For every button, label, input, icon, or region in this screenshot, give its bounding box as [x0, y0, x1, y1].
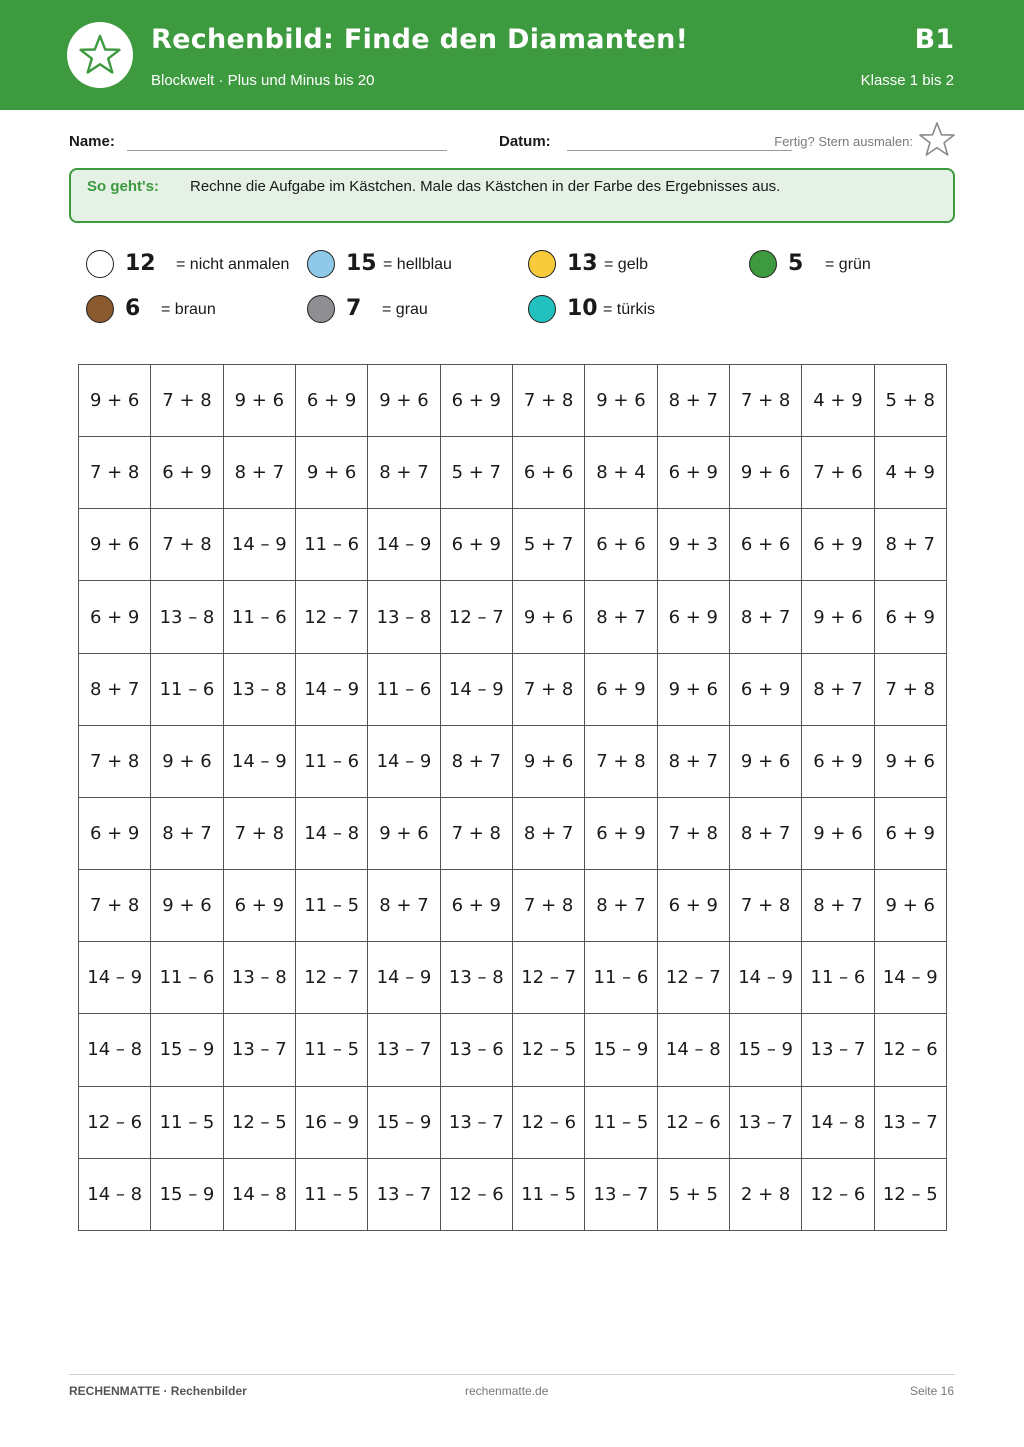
grid-cell[interactable]: 9 + 6: [729, 725, 801, 797]
grid-cell[interactable]: 12 – 7: [295, 581, 367, 653]
grid-cell[interactable]: 7 + 8: [729, 365, 801, 437]
grid-cell[interactable]: 6 + 9: [79, 581, 151, 653]
grid-cell[interactable]: 14 – 9: [440, 653, 512, 725]
grid-row: [79, 509, 947, 581]
grid-cell[interactable]: 11 – 5: [512, 1158, 584, 1230]
grid-cell[interactable]: 13 – 7: [223, 1014, 295, 1086]
grid-cell[interactable]: 8 + 7: [729, 797, 801, 869]
logo-badge: [67, 22, 133, 88]
grid-cell[interactable]: 7 + 8: [151, 365, 223, 437]
grid-cell[interactable]: 12 – 6: [440, 1158, 512, 1230]
grid-cell[interactable]: 14 – 9: [368, 509, 440, 581]
grid-cell[interactable]: 8 + 7: [585, 581, 657, 653]
grid-cell[interactable]: 13 – 7: [802, 1014, 874, 1086]
grid-cell[interactable]: 14 – 8: [295, 797, 367, 869]
grid-cell[interactable]: 6 + 9: [657, 870, 729, 942]
grid-row: [79, 1158, 947, 1230]
legend-value: 7: [346, 296, 362, 321]
name-label: Name:: [69, 133, 115, 150]
grid-cell[interactable]: 6 + 9: [802, 725, 874, 797]
grid-row: [79, 1014, 947, 1086]
grid-cell[interactable]: 8 + 7: [368, 437, 440, 509]
grid-cell[interactable]: 12 – 5: [512, 1014, 584, 1086]
grid-cell[interactable]: 5 + 8: [874, 365, 946, 437]
grid-cell[interactable]: 9 + 6: [802, 581, 874, 653]
grid-cell[interactable]: 9 + 6: [874, 870, 946, 942]
puzzle-grid: [78, 364, 947, 1231]
grid-cell[interactable]: 9 + 6: [368, 797, 440, 869]
grid-cell[interactable]: 15 – 9: [585, 1014, 657, 1086]
grid-cell[interactable]: 6 + 6: [585, 509, 657, 581]
grid-cell[interactable]: 5 + 7: [440, 437, 512, 509]
grid-cell[interactable]: 12 – 6: [802, 1158, 874, 1230]
legend-swatch: [307, 250, 335, 278]
grid-cell[interactable]: 14 – 8: [79, 1014, 151, 1086]
grid-cell[interactable]: 14 – 9: [223, 509, 295, 581]
grid-cell[interactable]: 12 – 7: [657, 942, 729, 1014]
grid-cell[interactable]: 8 + 7: [440, 725, 512, 797]
grid-cell[interactable]: 6 + 9: [79, 797, 151, 869]
legend-name: = grau: [382, 301, 428, 318]
grid-cell[interactable]: 12 – 6: [657, 1086, 729, 1158]
grid-cell[interactable]: 7 + 8: [874, 653, 946, 725]
grid-cell[interactable]: 7 + 8: [729, 870, 801, 942]
grid-cell[interactable]: 8 + 7: [729, 581, 801, 653]
grid-cell[interactable]: 13 – 7: [874, 1086, 946, 1158]
legend-value: 5: [788, 251, 804, 276]
done-text: Fertig? Stern ausmalen:: [774, 134, 913, 149]
grid-cell[interactable]: 2 + 8: [729, 1158, 801, 1230]
grid-cell[interactable]: 6 + 6: [729, 509, 801, 581]
grid-cell[interactable]: 6 + 9: [802, 509, 874, 581]
grid-cell[interactable]: 13 – 8: [223, 653, 295, 725]
instructions-text: Rechne die Aufgabe im Kästchen. Male das Kästchen in der Farbe des Ergebnisses aus.: [190, 178, 781, 195]
grid-cell[interactable]: 5 + 7: [512, 509, 584, 581]
grid-cell[interactable]: 8 + 7: [151, 797, 223, 869]
grid-cell[interactable]: 12 – 5: [874, 1158, 946, 1230]
grid-cell[interactable]: 11 – 6: [295, 725, 367, 797]
grid-cell[interactable]: 6 + 9: [657, 437, 729, 509]
grid-cell[interactable]: 7 + 8: [79, 725, 151, 797]
grid-cell[interactable]: 15 – 9: [729, 1014, 801, 1086]
grid-cell[interactable]: 15 – 9: [151, 1014, 223, 1086]
footer-website: rechenmatte.de: [465, 1384, 549, 1398]
grid-cell[interactable]: 9 + 6: [151, 870, 223, 942]
grid-cell[interactable]: 12 – 7: [295, 942, 367, 1014]
grid-row: [79, 653, 947, 725]
header-bar: [0, 0, 1024, 110]
grid-cell[interactable]: 11 – 6: [151, 942, 223, 1014]
grid-cell[interactable]: 9 + 6: [512, 725, 584, 797]
grid-cell[interactable]: 9 + 6: [79, 365, 151, 437]
grid-cell[interactable]: 13 – 7: [368, 1014, 440, 1086]
grid-cell[interactable]: 13 – 8: [368, 581, 440, 653]
grid-cell[interactable]: 6 + 9: [585, 797, 657, 869]
legend-name: = grün: [825, 256, 871, 273]
grid-cell[interactable]: 12 – 5: [223, 1086, 295, 1158]
grid-cell[interactable]: 6 + 9: [151, 437, 223, 509]
grid-cell[interactable]: 9 + 6: [368, 365, 440, 437]
grid-cell[interactable]: 16 – 9: [295, 1086, 367, 1158]
grid-cell[interactable]: 13 – 7: [585, 1158, 657, 1230]
grid-cell[interactable]: 15 – 9: [151, 1158, 223, 1230]
grid-cell[interactable]: 8 + 7: [802, 870, 874, 942]
legend-swatch: [749, 250, 777, 278]
grid-cell[interactable]: 14 – 8: [79, 1158, 151, 1230]
legend-name: = hellblau: [383, 256, 452, 273]
grid-cell[interactable]: 7 + 8: [151, 509, 223, 581]
grid-cell[interactable]: 15 – 9: [368, 1086, 440, 1158]
grid-cell[interactable]: 11 – 5: [295, 1158, 367, 1230]
legend-swatch: [528, 250, 556, 278]
grid-cell[interactable]: 9 + 6: [151, 725, 223, 797]
grid-cell[interactable]: 11 – 5: [295, 1014, 367, 1086]
date-field[interactable]: [567, 150, 792, 151]
grid-cell[interactable]: 7 + 6: [802, 437, 874, 509]
grid-cell[interactable]: 12 – 7: [512, 942, 584, 1014]
grid-cell[interactable]: 9 + 6: [512, 581, 584, 653]
grid-row: [79, 437, 947, 509]
date-label: Datum:: [499, 133, 551, 150]
grid-row: [79, 870, 947, 942]
grid-cell[interactable]: 14 – 9: [368, 942, 440, 1014]
legend-swatch: [307, 295, 335, 323]
legend-name: = gelb: [604, 256, 649, 273]
legend-value: 12: [125, 251, 156, 276]
grid-cell[interactable]: 11 – 6: [585, 942, 657, 1014]
grid-row: [79, 581, 947, 653]
grade-label: Klasse 1 bis 2: [860, 72, 954, 89]
instructions-box: [69, 168, 955, 223]
grid-cell[interactable]: 7 + 8: [512, 653, 584, 725]
grid-cell[interactable]: 8 + 7: [657, 725, 729, 797]
grid-cell[interactable]: 9 + 6: [657, 653, 729, 725]
grid-row: [79, 1086, 947, 1158]
grid-cell[interactable]: 6 + 9: [440, 870, 512, 942]
grid-cell[interactable]: 14 – 8: [657, 1014, 729, 1086]
page-title: Rechenbild: Finde den Diamanten!: [151, 24, 689, 55]
legend-swatch: [86, 295, 114, 323]
grid-cell[interactable]: 14 – 8: [802, 1086, 874, 1158]
grid-cell[interactable]: 9 + 6: [802, 797, 874, 869]
legend-value: 13: [567, 251, 598, 276]
grid-cell[interactable]: 8 + 7: [512, 797, 584, 869]
legend-value: 6: [125, 296, 141, 321]
grid-cell[interactable]: 13 – 7: [440, 1086, 512, 1158]
page-number: Seite 16: [909, 1384, 954, 1398]
grid-cell[interactable]: 6 + 9: [223, 870, 295, 942]
grid-cell[interactable]: 14 – 9: [295, 653, 367, 725]
grid-cell[interactable]: 6 + 9: [585, 653, 657, 725]
grid-cell[interactable]: 7 + 8: [512, 365, 584, 437]
grid-cell[interactable]: 8 + 7: [223, 437, 295, 509]
legend-name: = türkis: [603, 301, 656, 318]
grid-cell[interactable]: 9 + 6: [729, 437, 801, 509]
grid-cell[interactable]: 6 + 9: [729, 653, 801, 725]
grid-cell[interactable]: 9 + 6: [874, 725, 946, 797]
page-subtitle: Blockwelt · Plus und Minus bis 20: [151, 72, 375, 89]
grid-cell[interactable]: 14 – 9: [368, 725, 440, 797]
footer-brand: RECHENMATTE · Rechenbilder: [69, 1384, 247, 1398]
grid-cell[interactable]: 7 + 8: [512, 870, 584, 942]
grid-cell[interactable]: 12 – 6: [79, 1086, 151, 1158]
name-field[interactable]: [127, 150, 447, 151]
grid-cell[interactable]: 6 + 6: [512, 437, 584, 509]
grid-cell[interactable]: 11 – 6: [802, 942, 874, 1014]
grid-cell[interactable]: 13 – 8: [440, 942, 512, 1014]
legend-value: 10: [567, 296, 598, 321]
grid-cell[interactable]: 14 – 9: [874, 942, 946, 1014]
grid-cell[interactable]: 9 + 6: [585, 365, 657, 437]
grid-cell[interactable]: 9 + 3: [657, 509, 729, 581]
grid-cell[interactable]: 9 + 6: [79, 509, 151, 581]
grid-row: [79, 725, 947, 797]
grid-cell[interactable]: 4 + 9: [874, 437, 946, 509]
grid-cell[interactable]: 8 + 7: [802, 653, 874, 725]
grid-cell[interactable]: 7 + 8: [79, 870, 151, 942]
grid-cell[interactable]: 8 + 7: [79, 653, 151, 725]
grid-cell[interactable]: 8 + 7: [585, 870, 657, 942]
legend-swatch: [86, 250, 114, 278]
grid-cell[interactable]: 8 + 4: [585, 437, 657, 509]
level-badge: B1: [914, 24, 954, 55]
grid-cell[interactable]: 11 – 5: [295, 870, 367, 942]
legend-name: = nicht anmalen: [176, 256, 290, 273]
grid-cell[interactable]: 8 + 7: [368, 870, 440, 942]
grid-cell[interactable]: 11 – 5: [585, 1086, 657, 1158]
grid-cell[interactable]: 6 + 9: [440, 509, 512, 581]
legend-value: 15: [346, 251, 377, 276]
legend-swatch: [528, 295, 556, 323]
grid-cell[interactable]: 6 + 9: [657, 581, 729, 653]
grid-cell[interactable]: 5 + 5: [657, 1158, 729, 1230]
grid-cell[interactable]: 7 + 8: [657, 797, 729, 869]
grid-cell[interactable]: 11 – 6: [368, 653, 440, 725]
grid-cell[interactable]: 7 + 8: [79, 437, 151, 509]
grid-cell[interactable]: 11 – 6: [295, 509, 367, 581]
grid-cell[interactable]: 11 – 6: [223, 581, 295, 653]
grid-cell[interactable]: 12 – 6: [874, 1014, 946, 1086]
grid-cell[interactable]: 14 – 9: [79, 942, 151, 1014]
grid-cell[interactable]: 14 – 8: [223, 1158, 295, 1230]
footer-divider: [69, 1374, 955, 1375]
grid-cell[interactable]: 13 – 8: [151, 581, 223, 653]
grid-cell[interactable]: 13 – 7: [729, 1086, 801, 1158]
legend-name: = braun: [161, 301, 216, 318]
grid-cell[interactable]: 9 + 6: [295, 437, 367, 509]
grid-cell[interactable]: 7 + 8: [585, 725, 657, 797]
grid-cell[interactable]: 13 – 6: [440, 1014, 512, 1086]
grid-cell[interactable]: 11 – 6: [151, 653, 223, 725]
grid-cell[interactable]: 6 + 9: [295, 365, 367, 437]
grid-cell[interactable]: 6 + 9: [874, 797, 946, 869]
grid-row: [79, 942, 947, 1014]
grid-cell[interactable]: 13 – 8: [223, 942, 295, 1014]
grid-cell[interactable]: 6 + 9: [874, 581, 946, 653]
grid-cell[interactable]: 9 + 6: [223, 365, 295, 437]
grid-cell[interactable]: 11 – 5: [151, 1086, 223, 1158]
star-icon: [78, 33, 122, 77]
grid-cell[interactable]: 8 + 7: [657, 365, 729, 437]
grid-cell[interactable]: 8 + 7: [874, 509, 946, 581]
done-star-icon[interactable]: [918, 121, 956, 159]
grid-cell[interactable]: 6 + 9: [440, 365, 512, 437]
grid-cell[interactable]: 7 + 8: [223, 797, 295, 869]
grid-cell[interactable]: 7 + 8: [440, 797, 512, 869]
grid-row: [79, 797, 947, 869]
grid-cell[interactable]: 12 – 7: [440, 581, 512, 653]
grid-cell[interactable]: 13 – 7: [368, 1158, 440, 1230]
grid-cell[interactable]: 14 – 9: [223, 725, 295, 797]
instructions-label: So geht's:: [87, 178, 159, 195]
grid-cell[interactable]: 12 – 6: [512, 1086, 584, 1158]
grid-cell[interactable]: 14 – 9: [729, 942, 801, 1014]
grid-row: [79, 365, 947, 437]
grid-cell[interactable]: 4 + 9: [802, 365, 874, 437]
